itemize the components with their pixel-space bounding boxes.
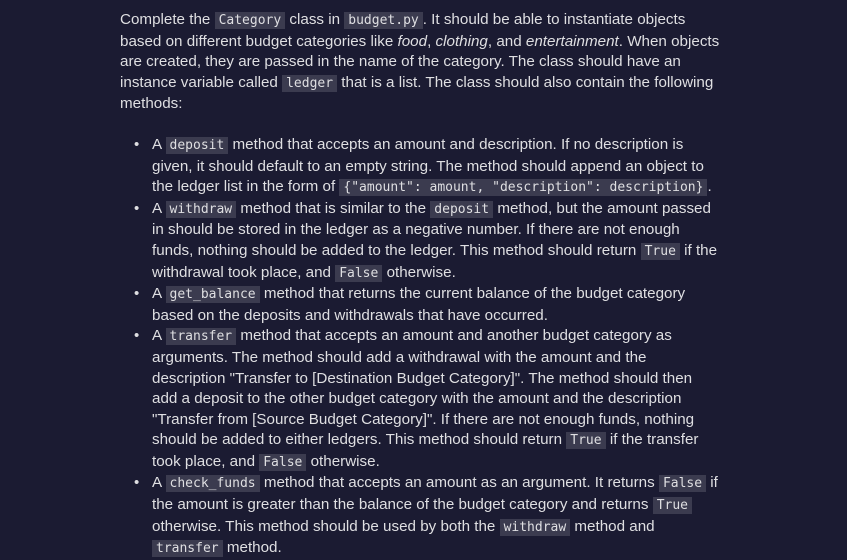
inline-code: {"amount": amount, "description": description} — [339, 179, 707, 196]
list-item — [120, 326, 720, 473]
emphasis-text: entertainment — [525, 32, 619, 50]
inline-code: check_funds — [166, 475, 260, 492]
bullet-icon: • — [134, 135, 140, 153]
inline-code: False — [259, 454, 306, 471]
emphasis-text: clothing — [435, 32, 488, 50]
list-item — [120, 199, 720, 284]
item-text: A — [152, 327, 166, 345]
item-text: method and — [570, 517, 655, 535]
inline-code: transfer — [166, 328, 237, 345]
item-text: method that accepts an amount as an argument. It returns — [259, 474, 659, 492]
item-text: method that accepts an amount and another budget category as arguments. The method should add a withdrawal with the amount and the description "Transfer to [Destination Budget Category]". The method should then add a deposit to the other budget category with the amount and the description "Transfer from [Source Budget Category]". If there are not enough funds, nothing should be added to either ledgers. This method should return — [152, 327, 695, 449]
inline-code: False — [335, 265, 382, 282]
inline-code: withdraw — [500, 519, 571, 536]
list-item — [120, 284, 720, 326]
intro-text: class in — [285, 11, 345, 28]
item-text: otherwise. — [382, 263, 456, 281]
inline-code: transfer — [152, 540, 223, 557]
item-text: method, but the amount passed in should be stored in the ledger as a negative number. If there are not enough funds, nothing should be added to the ledger. This method should return — [152, 199, 711, 259]
item-text: A — [152, 285, 166, 303]
inline-code: withdraw — [166, 201, 237, 218]
bullet-icon: • — [134, 474, 140, 492]
intro-text: . When objects are created, they are passed in the name of the category. The class should have an instance variable called — [120, 32, 720, 91]
methods-list — [120, 135, 720, 560]
item-text: method that returns the current balance of the budget category based on the deposits and withdrawals that have occurred. — [152, 285, 686, 324]
inline-code: deposit — [166, 137, 229, 154]
item-text: if the withdrawal took place, and — [152, 241, 718, 281]
inline-code: ledger — [282, 75, 337, 92]
inline-code: True — [566, 432, 605, 449]
inline-code: get_balance — [166, 286, 260, 303]
instructions-content — [120, 10, 720, 560]
item-text: method that is similar to the — [236, 199, 431, 217]
inline-code: True — [653, 497, 692, 514]
list-item — [120, 135, 720, 199]
inline-code: Category — [215, 12, 286, 29]
intro-text: , — [427, 32, 436, 50]
intro-text: Complete the — [120, 11, 215, 28]
inline-code: deposit — [430, 201, 493, 218]
intro-text: . It should be able to instantiate objects based on different budget categories like — [120, 11, 686, 50]
bullet-icon: • — [134, 199, 140, 217]
item-text: A — [152, 474, 166, 492]
item-text: method. — [222, 539, 282, 557]
intro-text: , and — [487, 32, 526, 50]
item-text: if the transfer took place, and — [152, 431, 699, 470]
inline-code: budget.py — [344, 12, 422, 29]
intro-paragraph — [120, 10, 720, 115]
bullet-icon: • — [134, 327, 140, 345]
intro-text: that is a list. The class should also contain the following methods: — [120, 73, 714, 113]
emphasis-text: food — [397, 32, 428, 50]
inline-code: True — [641, 243, 680, 260]
inline-code: False — [659, 475, 706, 492]
item-text: . — [707, 178, 712, 196]
item-text: otherwise. — [306, 452, 380, 470]
item-text: otherwise. This method should be used by both the — [152, 517, 500, 535]
item-text: A — [152, 199, 166, 217]
item-text: if the amount is greater than the balance of the budget category and returns — [152, 474, 718, 514]
bullet-icon: • — [134, 285, 140, 303]
item-text: A — [152, 135, 166, 153]
item-text: method that accepts an amount and description. If no description is given, it should default to an empty string. The method should append an object to the ledger list in the form of — [152, 135, 704, 196]
list-item — [120, 473, 720, 559]
